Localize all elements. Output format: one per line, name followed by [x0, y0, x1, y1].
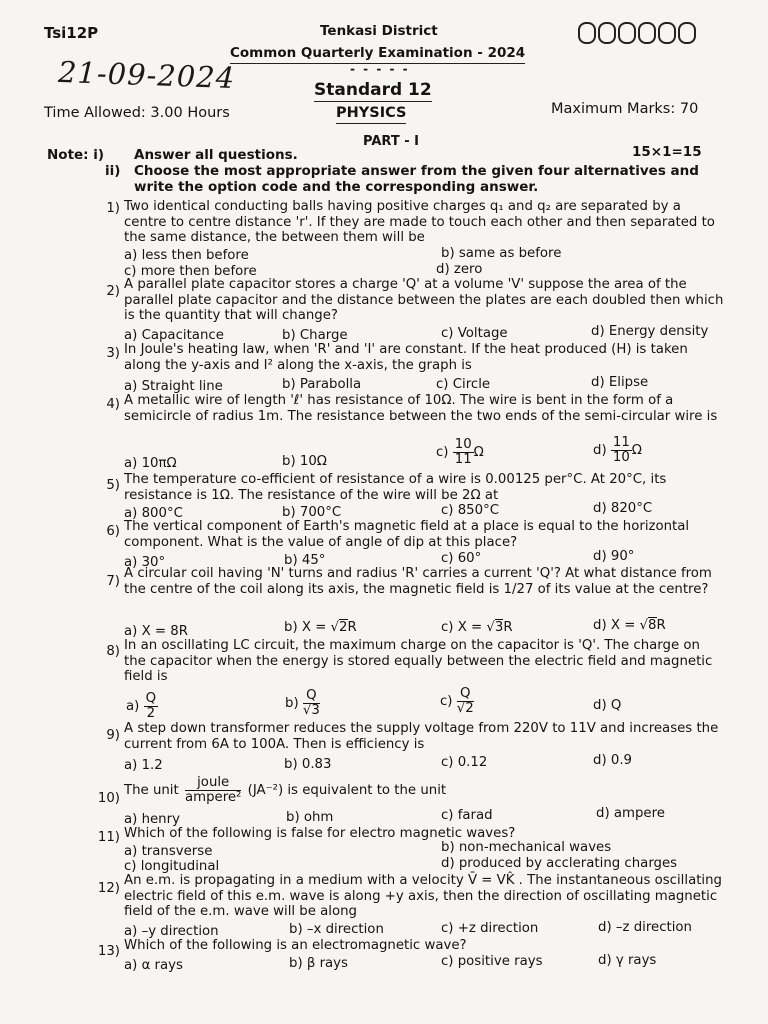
- option-b-prefix: b) X = √: [284, 620, 340, 635]
- fraction-numerator: Q: [145, 691, 157, 706]
- option-a: a) less then before: [124, 248, 249, 263]
- question-suffix: (JA⁻²) is equivalent to the unit: [247, 782, 447, 798]
- option-d-suffix: R: [656, 618, 666, 633]
- question-number: 12): [97, 881, 120, 896]
- radicand: 2: [339, 620, 348, 635]
- option-b: b) –x direction: [289, 922, 384, 937]
- fraction-numerator: joule: [185, 776, 241, 791]
- question-prefix: The unit: [124, 782, 179, 798]
- district-title: Tenkasi District: [320, 23, 438, 39]
- question-text: An e.m. is propagating in a medium with a velocity V̄ = VK̂ . The instantaneous oscillating electric field of this e.m. wave is along +y axis, then the direction of oscillating magnetic field of the e.m. wave will be along: [124, 873, 722, 919]
- fraction-denominator: 10: [612, 450, 630, 465]
- fraction: [453, 438, 474, 467]
- option-d: d) ampere: [596, 806, 665, 821]
- option-c: c) 60°: [441, 551, 482, 566]
- fraction-denominator: √3: [302, 703, 320, 718]
- register-number-boxes: [578, 22, 698, 44]
- question-text: The temperature co-efficient of resistance of a wire is 0.00125 per°C. At 20°C, its resistance is 1Ω. The resistance of the wire will be 2Ω at: [124, 472, 667, 503]
- question-number: 4): [106, 397, 120, 412]
- question-number: 1): [106, 201, 120, 216]
- option-c: [436, 438, 484, 467]
- option-d: d) –z direction: [598, 920, 692, 935]
- subject-title: PHYSICS: [336, 106, 406, 124]
- option-d: [593, 618, 666, 634]
- option-d: d) Q: [593, 698, 622, 713]
- fraction-denominator: ampere²: [184, 790, 242, 805]
- option-c: [441, 620, 513, 636]
- question-text: [124, 776, 724, 805]
- option-b: b) non-mechanical waves: [441, 840, 612, 855]
- fraction: [457, 687, 474, 716]
- option-c: c) positive rays: [441, 954, 543, 969]
- question-number: 8): [106, 644, 120, 659]
- option-c: c) 850°C: [441, 503, 500, 518]
- option-a: a) henry: [124, 812, 180, 827]
- fraction: [303, 689, 320, 718]
- option-a: a) α rays: [124, 958, 183, 973]
- option-c: c) farad: [441, 808, 493, 823]
- option-a: a) 10πΩ: [124, 456, 177, 471]
- option-b: [285, 689, 320, 718]
- fraction-numerator: Q: [457, 687, 474, 702]
- unit: Ω: [631, 442, 642, 458]
- option-b-label: b): [285, 695, 299, 711]
- register-box: [678, 22, 696, 44]
- fraction-denominator: 11: [454, 452, 472, 467]
- option-a: a) –y direction: [124, 924, 219, 939]
- question-number: 13): [97, 944, 120, 959]
- question-text: A step down transformer reduces the supply voltage from 220V to 11V and increases the current from 6A to 100A. Then is efficiency is: [124, 721, 719, 752]
- option-c: c) 0.12: [441, 755, 488, 770]
- time-allowed: Time Allowed: 3.00 Hours: [44, 105, 230, 121]
- option-d-label: d): [593, 442, 607, 458]
- option-a: a) 30°: [124, 555, 166, 570]
- option-d: d) 90°: [593, 549, 635, 564]
- option-d: d) Elipse: [591, 375, 649, 390]
- question-text: A circular coil having 'N' turns and radius 'R' carries a current 'Q'? At what distance from the centre of the coil along its axis, the magnetic field is 1/27 of its value at the centre?: [124, 566, 712, 597]
- option-a: [126, 692, 158, 721]
- option-d: d) produced by acclerating charges: [441, 856, 678, 871]
- option-d: d) 820°C: [593, 501, 653, 516]
- fraction-denominator: √2: [456, 701, 474, 716]
- question-number: 3): [106, 346, 120, 361]
- handwritten-date: 21-09-2024: [57, 54, 236, 96]
- option-d-prefix: d) X = √: [593, 618, 649, 633]
- option-c: [440, 687, 474, 716]
- option-c: c) Voltage: [441, 326, 508, 341]
- question-number: 2): [106, 284, 120, 299]
- unit: Ω: [473, 444, 484, 460]
- title-dashes: - - - - -: [350, 62, 410, 76]
- register-box: [578, 22, 596, 44]
- register-box: [658, 22, 676, 44]
- option-b: b) 45°: [284, 553, 326, 568]
- register-box: [598, 22, 616, 44]
- fraction: [144, 692, 158, 721]
- question-number: 9): [106, 728, 120, 743]
- part-heading: PART - I: [363, 134, 419, 149]
- question-text: Which of the following is an electromagnetic wave?: [124, 938, 467, 953]
- question-text: Which of the following is false for electro magnetic waves?: [124, 826, 516, 841]
- option-b: b) Charge: [282, 328, 348, 343]
- question-text: In an oscillating LC circuit, the maximum charge on the capacitor is 'Q'. The charge on the capacitor when the energy is stored equally between the electric field and magnetic field is: [124, 638, 713, 684]
- note-item-2: Choose the most appropriate answer from the given four alternatives and write the option code and the corresponding answer.: [134, 163, 699, 195]
- option-b: b) 0.83: [284, 757, 332, 772]
- option-a: a) Straight line: [124, 379, 223, 394]
- question-number: 5): [106, 478, 120, 493]
- option-b: b) ohm: [286, 810, 334, 825]
- register-box: [618, 22, 636, 44]
- option-a-label: a): [126, 698, 140, 714]
- note-label: Note: i): [47, 147, 105, 163]
- fraction-numerator: 10: [454, 437, 472, 452]
- note-item-1: Answer all questions.: [134, 147, 298, 163]
- exam-title: Common Quarterly Examination - 2024: [230, 46, 525, 64]
- fraction-numerator: 11: [612, 435, 630, 450]
- option-b: [284, 620, 357, 636]
- option-c-suffix: R: [503, 620, 513, 635]
- question-text: In Joule's heating law, when 'R' and 'I' are constant. If the heat produced (H) is taken along the y-axis and I² along the x-axis, the graph is: [124, 342, 688, 373]
- option-a: a) Capacitance: [124, 328, 224, 343]
- option-d: d) γ rays: [598, 953, 657, 968]
- question-text: A metallic wire of length 'ℓ' has resistance of 10Ω. The wire is bent in the form of a semicircle of radius 1m. The resistance between the two ends of the semi-circular wire is: [124, 393, 718, 424]
- question-number: 11): [97, 830, 120, 845]
- maximum-marks: Maximum Marks: 70: [551, 101, 699, 117]
- register-box: [638, 22, 656, 44]
- fraction-numerator: Q: [303, 689, 320, 704]
- option-a: a) X = 8R: [124, 624, 188, 639]
- question-text: The vertical component of Earth's magnetic field at a place is equal to the horizontal component. What is the value of angle of dip at this place?: [124, 519, 690, 550]
- question-text: Two identical conducting balls having positive charges q₁ and q₂ are separated by a centre to centre distance 'r'. If they are made to touch each other and then separated to the same distance, the between them will be: [124, 199, 715, 245]
- option-c: c) Circle: [436, 377, 491, 392]
- option-b: b) 700°C: [282, 505, 342, 520]
- option-d: d) zero: [436, 262, 483, 277]
- option-c: c) more then before: [124, 264, 257, 279]
- standard-label: Standard 12: [314, 80, 432, 100]
- note-item-2-label: ii): [105, 163, 121, 179]
- option-a: a) transverse: [124, 844, 213, 859]
- section-marks: 15×1=15: [632, 144, 702, 160]
- option-c-prefix: c) X = √: [441, 620, 495, 635]
- option-d: d) 0.9: [593, 753, 633, 768]
- question-number: 6): [106, 524, 120, 539]
- radicand: 3: [494, 620, 504, 635]
- option-a: a) 800°C: [124, 506, 183, 521]
- option-b: b) β rays: [289, 956, 348, 971]
- option-c: c) +z direction: [441, 921, 539, 936]
- option-b-suffix: R: [347, 620, 357, 635]
- option-c-label: c): [440, 693, 453, 709]
- option-b: b) 10Ω: [282, 454, 327, 469]
- option-b: b) same as before: [441, 246, 562, 261]
- fraction-denominator: 2: [146, 706, 156, 721]
- option-a: a) 1.2: [124, 758, 163, 773]
- question-number: 10): [97, 791, 120, 806]
- radicand: 8: [648, 618, 657, 633]
- option-d: [593, 436, 642, 465]
- option-c-label: c): [436, 444, 449, 460]
- option-b: b) Parabolla: [282, 377, 362, 392]
- fraction: [611, 436, 632, 465]
- option-c: c) longitudinal: [124, 859, 220, 874]
- paper-code: Tsi12P: [44, 24, 99, 42]
- option-d: d) Energy density: [591, 324, 709, 339]
- question-text: A parallel plate capacitor stores a charge 'Q' at a volume 'V' suppose the area of the parallel plate capacitor and the distance between the plates are each doubled then which is the quantity that will change?: [124, 277, 724, 323]
- fraction: [185, 776, 241, 805]
- question-number: 7): [106, 574, 120, 589]
